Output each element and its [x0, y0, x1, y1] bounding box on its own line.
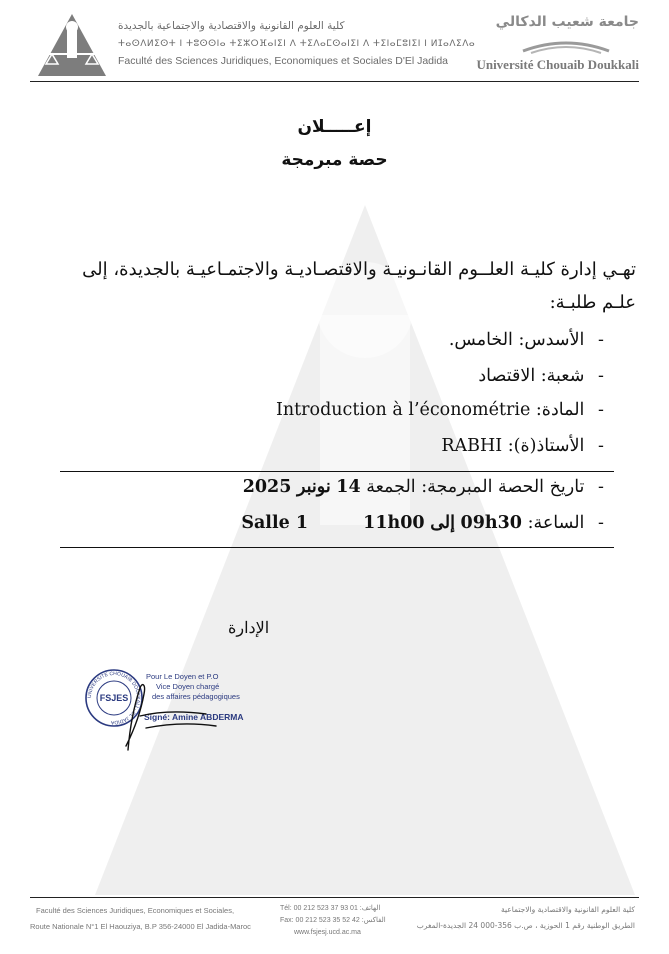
footer-faculty-fr: Faculté des Sciences Juridiques, Economiques et Sociales, [36, 906, 235, 915]
time-from: 09h30 [460, 513, 522, 533]
subject-label: المادة: [535, 400, 585, 420]
stamp-ring-text: UNIVERSITE CHOUAIB DOUKKALI · EL JADIDA [86, 670, 142, 726]
announcement-subtitle: حصة مبرمجة [281, 150, 388, 170]
footer-divider [30, 897, 639, 898]
semester-text: الأسدس: الخامس. [448, 330, 585, 350]
date-month: نونبر [297, 477, 331, 497]
faculty-logo-icon [36, 12, 108, 78]
time-label: الساعة: [527, 513, 585, 533]
header-divider [30, 81, 639, 82]
faculty-name-arabic: كلية العلوم القانونية والاقتصادية والاجتماعية بالجديدة [118, 20, 345, 32]
footer-website-link[interactable]: www.fsjesj.ucd.ac.ma [294, 929, 361, 936]
date-item [52, 477, 612, 507]
footer-tel: Tél: 00 212 523 37 93 01 :الهاتف [280, 905, 381, 912]
footer-fax: Fax: 00 212 523 35 52 42 :الفاكس [280, 917, 386, 924]
semester-item [52, 330, 612, 360]
university-name-french: Université Chouaib Doukkali [476, 57, 639, 72]
bullet-dash: - [598, 436, 604, 456]
professor-label: الأستاذ(ة): [507, 436, 585, 456]
bullet-dash: - [598, 477, 604, 497]
subject-item [52, 400, 612, 430]
branch-item [52, 366, 612, 396]
handwritten-signature [96, 676, 236, 756]
faculty-name-french: Faculté des Sciences Juridiques, Economiques et Sociales D'El Jadida [118, 55, 449, 67]
administration-label: الإدارة [228, 618, 270, 637]
rule-top [60, 471, 614, 472]
university-emblem-icon [521, 33, 611, 55]
announcement-intro: تهـي إدارة كليـة العلــوم القانـونيـة والاقتصـاديـة والاجتمـاعيـة بالجديدة، إلى علـم طلبـة: [82, 259, 636, 313]
stamp-line-2: Vice Doyen chargé [156, 682, 220, 691]
time-to: 11h00 [363, 513, 425, 533]
professor-value: RABHI [441, 436, 503, 456]
stamp-name: FSJES [99, 693, 129, 703]
time-item [52, 513, 612, 543]
bullet-dash: - [598, 513, 604, 533]
bullet-dash: - [598, 400, 604, 420]
announcement-title: إعـــــلان [297, 117, 372, 137]
footer-address-fr: Route Nationale N°1 El Haouziya, B.P 356-24000 El Jadida-Maroc [30, 922, 251, 931]
stamp-line-3: des affaires pédagogiques [152, 692, 240, 701]
room-value: Salle 1 [241, 513, 309, 533]
stamp-signed-by: Signé: Amine ABDERMA [144, 712, 244, 722]
footer-faculty-ar: كلية العلوم القانونية والاقتصادية والاجتماعية [501, 905, 635, 914]
date-day: 14 [336, 477, 361, 497]
footer-address-ar: الطريق الوطنية رقم 1 الحوزية ، ص.ب 356-000 24 الجديدة-المغرب [416, 921, 635, 930]
footer-contact [280, 903, 386, 939]
page-header [0, 0, 669, 82]
date-year: 2025 [242, 477, 292, 497]
stamp-line-1: Pour Le Doyen et P.O [146, 672, 219, 681]
bullet-dash: - [598, 366, 604, 386]
date-label: تاريخ الحصة المبرمجة: الجمعة [366, 477, 585, 497]
time-to-word: إلى [430, 513, 455, 533]
university-name-arabic: جامعة شعيب الدكالي [495, 14, 639, 30]
branch-text: شعبة: الاقتصاد [478, 366, 585, 386]
faculty-name-tifinagh: ⵜⴰⵙⴷⵍⵉⵙⵜ ⵏ ⵜⵓⵙⵙⵏⴰ ⵜⵉⵣⵔⴼⴰⵏⵉⵏ ⴷ ⵜⵉⴷⴰⵎⵙⴰⵏⵉⵏ ⴷ ⵜⵉⵏⴰⵎⵓⵏⵉⵏ ⵏ ⵍⵊⴰⴷⵉⴷⴰ [118, 39, 476, 49]
rule-bottom [60, 547, 614, 548]
subject-value: Introduction à l’économétrie [275, 400, 531, 420]
professor-item [52, 436, 612, 466]
bullet-dash: - [598, 330, 604, 350]
